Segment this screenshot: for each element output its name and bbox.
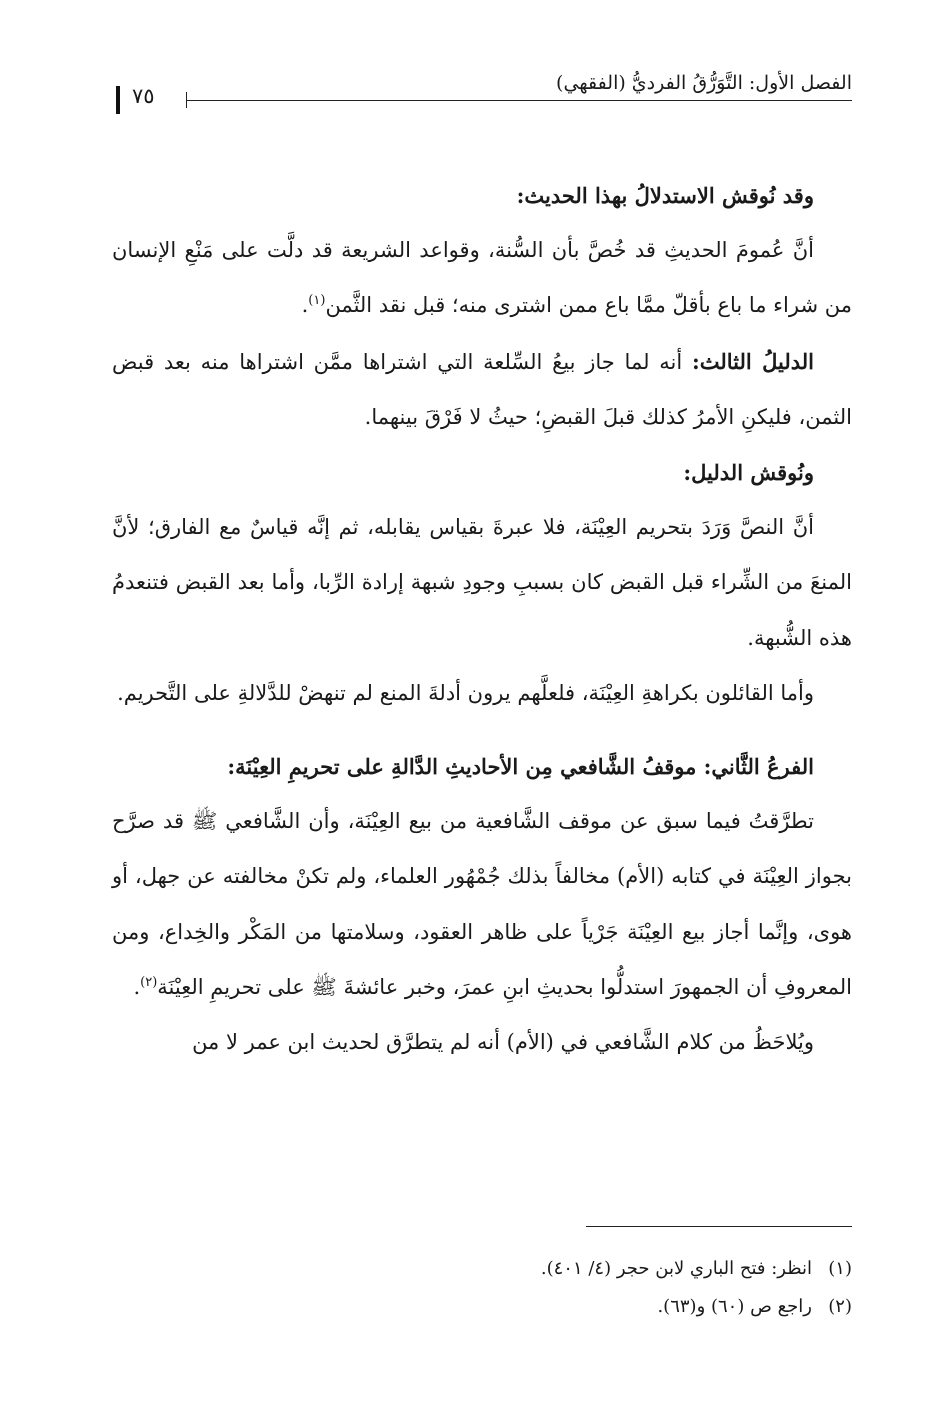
footnote-rule: [586, 1226, 852, 1227]
section-heading: الفرعُ الثَّاني: موقفُ الشَّافعي مِن الأحاديثِ الدَّالةِ على تحريمِ العِيْنَة:: [227, 754, 814, 780]
footnote-text: انظر: فتح الباري لابن حجر (٤/ ٤٠١).: [540, 1258, 812, 1279]
footnotes: [112, 1250, 852, 1326]
footnote-number: (١): [828, 1258, 852, 1279]
paragraph: أنَّ النصَّ وَرَدَ بتحريم العِيْنَة، فلا عبرةَ بقياس يقابله، ثم إنَّه قياسٌ مع الفارق؛ لأنَّ المنعَ من الشِّراء قبل القبض كان بسببِ وجودِ شبهة إرادة الرِّبا، وأما بعد القبض فتنعدمُ هذه الشُّبهة.: [112, 515, 852, 650]
footnote-marker[interactable]: (١): [308, 293, 326, 309]
paragraph: وأما القائلون بكراهةِ العِيْنَة، فلعلَّهم يرون أدلةَ المنع لم تنهضْ للدَّلالةِ على التَّحريم.: [117, 680, 814, 705]
paragraph: [112, 794, 852, 1015]
running-title: الفصل الأول: التَّوَرُّقُ الفرديُّ (الفقهي): [556, 72, 852, 94]
header-rule: [186, 100, 852, 101]
paragraph: [112, 334, 852, 445]
section-heading: ونُوقش الدليل:: [683, 460, 814, 486]
header-tick: [186, 92, 187, 108]
footnote-text: راجع ص (٦٠) و(٦٣).: [657, 1296, 812, 1317]
paragraph-text: تطرَّقتُ فيما سبق عن موقف الشَّافعية من بيع العِيْنَة، وأن الشَّافعي ﷺ قد صرَّح بجواز العِيْنَة في كتابه (الأم) مخالفاً بذلك جُمْهُور العلماء، ولم تكنْ مخالفته عن جهل، أو هوى، وإنَّما أجاز بيع العِيْنَة جَرْياً على ظاهر العقود، وسلامتها من المَكْر والخِداع، ومن المعروفِ أن الجمهورَ استدلُّوا بحديثِ ابنِ عمرَ، وخبر عائشةَ ﷺ على تحريمِ العِيْنَة: [112, 809, 852, 999]
paragraph-text: أنَّ عُمومَ الحديثِ قد خُصَّ بأن السُّنة، وقواعد الشريعة قد دلَّت على مَنْعِ الإنسان من شراء ما باع بأقلّ ممَّا باع ممن اشترى منه؛ قبل نقد الثَّمن: [112, 238, 852, 318]
footnote: [112, 1250, 852, 1288]
spacer: [112, 721, 852, 739]
section-heading: وقد نُوقش الاستدلالُ بهذا الحديث:: [516, 183, 814, 208]
footnote-number: (٢): [828, 1296, 852, 1317]
footnote-marker[interactable]: (٢): [140, 974, 158, 990]
footnote: [112, 1288, 852, 1326]
run-in-heading: الدليلُ الثالث:: [691, 348, 814, 374]
header-bar: [116, 86, 120, 114]
main-text: [112, 168, 852, 1070]
paragraph-text: أنه لما جاز بيعُ السِّلعة التي اشتراها ممَّن اشتراها منه بعد قبض الثمن، فليكنِ الأمرُ كذلك قبلَ القبضِ؛ حيثُ لا فَرْقَ بينهما.: [112, 349, 852, 429]
paragraph: ويُلاحَظُ من كلام الشَّافعي في (الأم) أنه لم يتطرَّق لحديث ابن عمر لا من: [192, 1030, 814, 1055]
paragraph: [112, 223, 852, 333]
running-header: [108, 70, 852, 110]
paragraph-end: .: [133, 974, 141, 999]
paragraph-end: .: [301, 293, 309, 318]
page-number: ٧٥: [132, 84, 155, 108]
